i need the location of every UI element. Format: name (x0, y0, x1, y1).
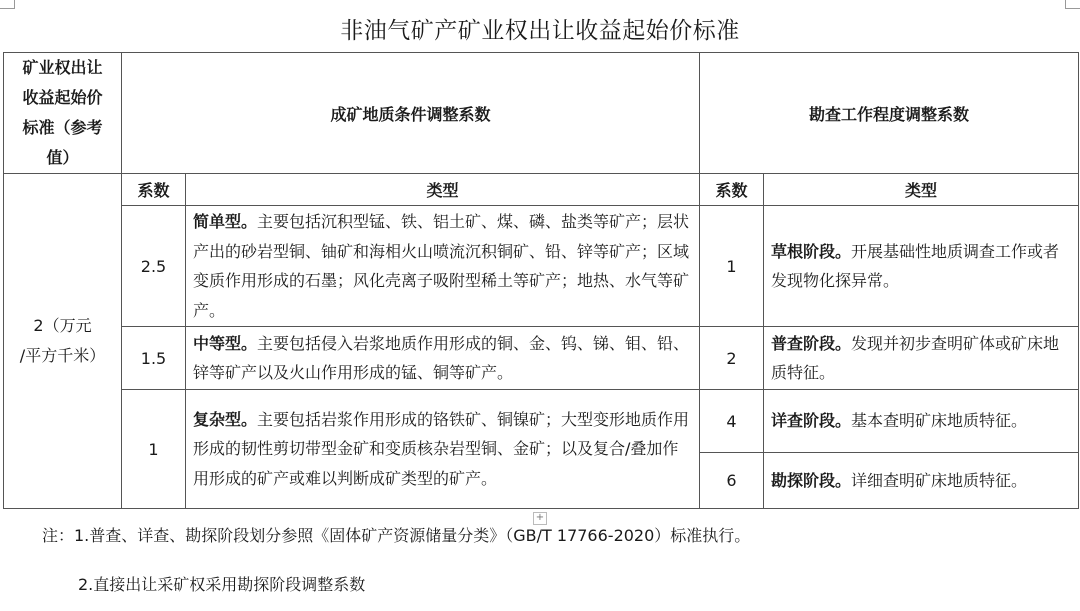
subheader-geo-coefficient: 系数 (122, 174, 186, 206)
note-line-1: 注：1.普查、详查、勘探阶段划分参照《固体矿产资源储量分类》（GB/T 17766-2020）标准执行。 (42, 526, 751, 545)
exp-coefficient-cell: 4 (700, 390, 764, 453)
exp-type-cell: 普查阶段。发现并初步查明矿体或矿床地质特征。 (764, 327, 1079, 390)
page-corner-mark-right (1065, 0, 1080, 9)
exp-coefficient-cell: 1 (700, 206, 764, 327)
geo-coefficient-cell: 1.5 (122, 327, 186, 390)
exp-type-cell: 草根阶段。开展基础性地质调查工作或者发现物化探异常。 (764, 206, 1079, 327)
table-row (4, 390, 1079, 453)
table-row (4, 206, 1079, 327)
start-price-value: 2（万元 /平方千米） (4, 174, 122, 509)
exp-coefficient-cell: 2 (700, 327, 764, 390)
price-standard-table (3, 52, 1079, 509)
geo-coefficient-cell: 2.5 (122, 206, 186, 327)
exp-type-cell: 详查阶段。基本查明矿床地质特征。 (764, 390, 1079, 453)
geo-type-cell: 复杂型。主要包括岩浆作用形成的铬铁矿、铜镍矿；大型变形地质作用形成的韧性剪切带型金矿和变质核杂岩型铜、金矿；以及复合/叠加作用形成的矿产或难以判断成矿类型的矿产。 (186, 390, 700, 509)
document-title: 非油气矿产矿业权出让收益起始价标准 (340, 18, 740, 44)
table-row (4, 327, 1079, 390)
geo-coefficient-cell: 1 (122, 390, 186, 509)
subheader-exp-coefficient: 系数 (700, 174, 764, 206)
header-start-price: 矿业权出让 收益起始价 标准（参考 值） (4, 53, 122, 174)
header-exploration-degree: 勘查工作程度调整系数 (700, 53, 1079, 174)
header-geo-condition: 成矿地质条件调整系数 (122, 53, 700, 174)
subheader-geo-type: 类型 (186, 174, 700, 206)
table-subheader-row (4, 174, 1079, 206)
subheader-exp-type: 类型 (764, 174, 1079, 206)
geo-type-cell: 简单型。主要包括沉积型锰、铁、铝土矿、煤、磷、盐类等矿产；层状产出的砂岩型铜、铀矿和海相火山喷流沉积铜矿、铅、锌等矿产；区域变质作用形成的石墨；风化壳离子吸附型稀土等矿产；地热、水气等矿产。 (186, 206, 700, 327)
geo-type-cell: 中等型。主要包括侵入岩浆地质作用形成的铜、金、钨、锑、钼、铅、锌等矿产以及火山作用形成的锰、铜等矿产。 (186, 327, 700, 390)
page-corner-mark-left (0, 0, 15, 9)
table-header-row (4, 53, 1079, 174)
exp-coefficient-cell: 6 (700, 453, 764, 509)
note-line-2: 2.直接出让采矿权采用勘探阶段调整系数 (78, 575, 366, 594)
exp-type-cell: 勘探阶段。详细查明矿床地质特征。 (764, 453, 1079, 509)
add-row-icon[interactable]: + (533, 512, 547, 525)
